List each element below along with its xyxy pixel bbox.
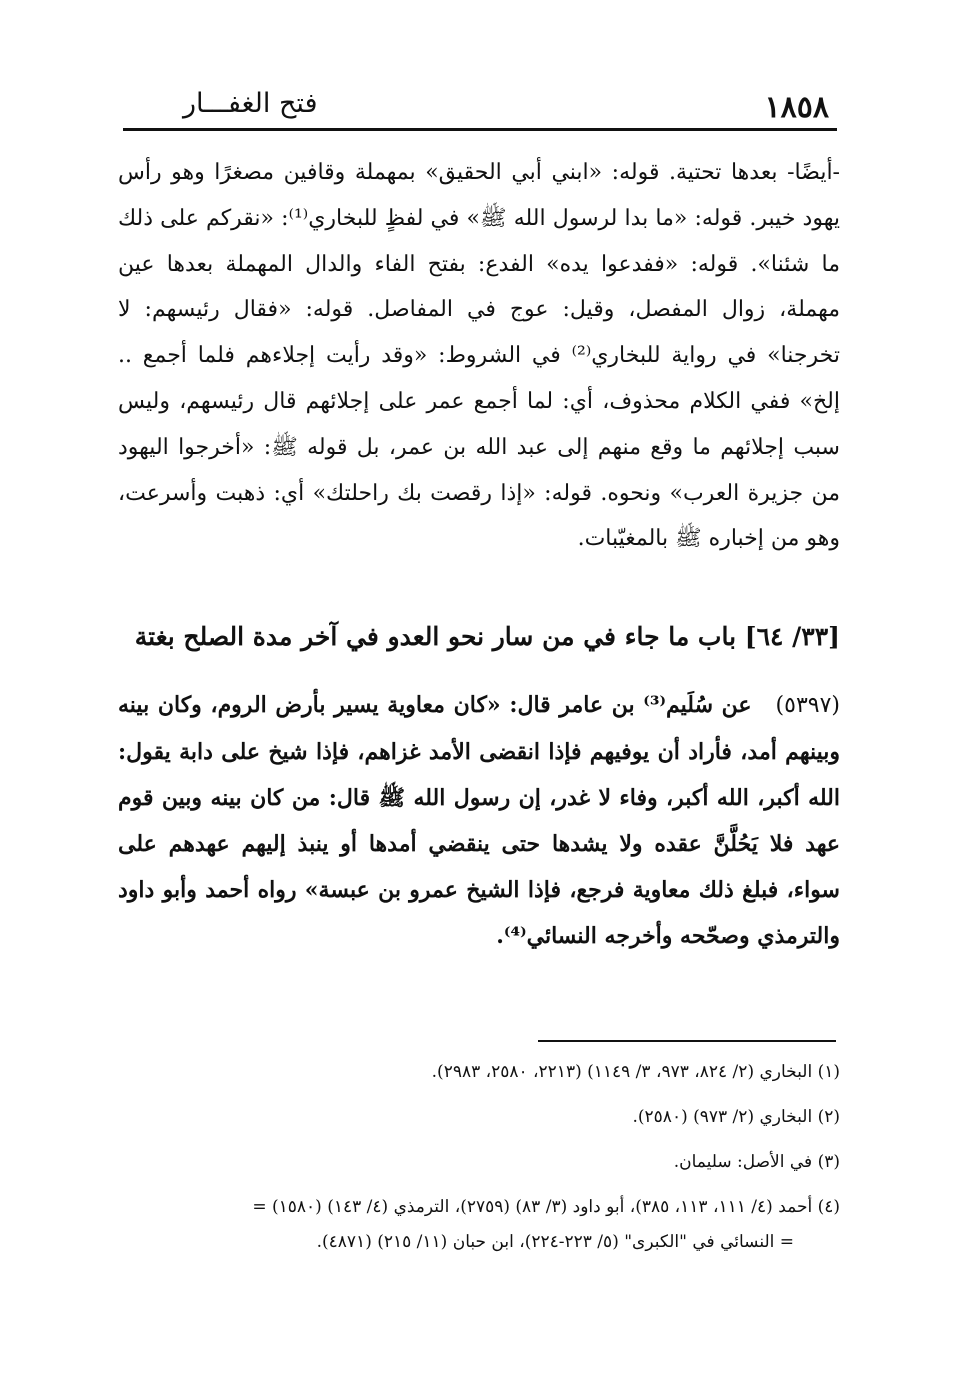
footnote-separator [538,1040,836,1042]
hadith-paragraph [118,682,840,959]
footnotes [118,1056,840,1258]
footnote-4: (٤) أحمد (٤/ ١١١، ١١٣، ٣٨٥)، أبو داود (٣/ ٨٣) (٢٧٥٩)، الترمذي (٤/ ١٤٣) (١٥٨٠) = [252,1197,840,1217]
hadith-text: عن سُلَيم⁽³⁾ بن عامر قال: «كان معاوية يسير بأرض الروم، وكان بينه وبينهم أمد، فأراد أن يوفيهم فإذا انقضى الأمد غزاهم، فإذا شيخ على دابة يقول: الله أكبر، الله أكبر، وفاء لا غدر، إن رسول الله ﷺ قال: من كان بينه وبين قوم عهد فلا يَحُلَّنَّ عقده ولا يشدها حتى ينقضي أمدها أو ينبذ إليهم عهدهم على سواء، فبلغ ذلك معاوية فرجع، فإذا الشيخ عمرو بن عبسة» رواه أحمد وأبو داود والترمذي وصحّحه وأخرجه النسائي⁽⁴⁾. [118,692,840,949]
footnote-3: (٣) في الأصل: سليمان. [673,1152,840,1172]
commentary-text [118,150,840,562]
page-number: ١٨٥٨ [764,90,829,125]
header-rule [123,128,837,131]
footnote-1: (١) البخاري (٢/ ٨٢٤، ٩٧٣، ٣/ ١١٤٩) (٢٢١٣، ٢٥٨٠، ٢٩٨٣). [431,1062,840,1082]
footnote-2: (٢) البخاري (٢/ ٩٧٣) (٢٥٨٠). [632,1107,840,1127]
hadith-block [118,682,840,959]
commentary-paragraph: -أيضًا- بعدها تحتية. قوله: «ابني أبي الحقيق» بمهملة وقافين مصغرًا وهو رأس يهود خيبر. قوله: «ما بدا لرسول الله ﷺ» في لفظٍ للبخاري⁽¹⁾: «نقركم على ذلك ما شئنا». قوله: «ففدعوا يده» الفدع: بفتح الفاء والدال المهملة بعدها عين مهملة، زوال المفصل، وقيل: عوج في المفاصل. قوله: «فقال رئيسهم: لا تخرجنا» في رواية للبخاري⁽²⁾ في الشروط: «وقد رأيت إجلاءهم فلما أجمع .. إلخ» ففي الكلام محذوف، أي: لما أجمع عمر على إجلائهم قال رئيسهم، وليس سبب إجلائهم ما وقع منهم إلى عبد الله بن عمر، بل قوله ﷺ: «أخرجوا اليهود من جزيرة العرب» ونحوه. قوله: «إذا رقصت بك راحلتك» أي: ذهبت وأسرعت، وهو من إخباره ﷺ بالمغيّبات. [118,160,840,552]
chapter-heading: [٣٣/ ٦٤] باب ما جاء في من سار نحو العدو في آخر مدة الصلح بغتة [134,622,840,651]
footnote-4-continuation: = النسائي في "الكبرى" (٥/ ٢٢٣-٢٢٤)، ابن حبان (١١/ ٢١٥) (٤٨٧١). [316,1232,794,1252]
page-header [123,84,837,128]
running-title: فتح الغفـــار [183,88,318,119]
hadith-number: (٥٣٩٧) [775,693,840,718]
